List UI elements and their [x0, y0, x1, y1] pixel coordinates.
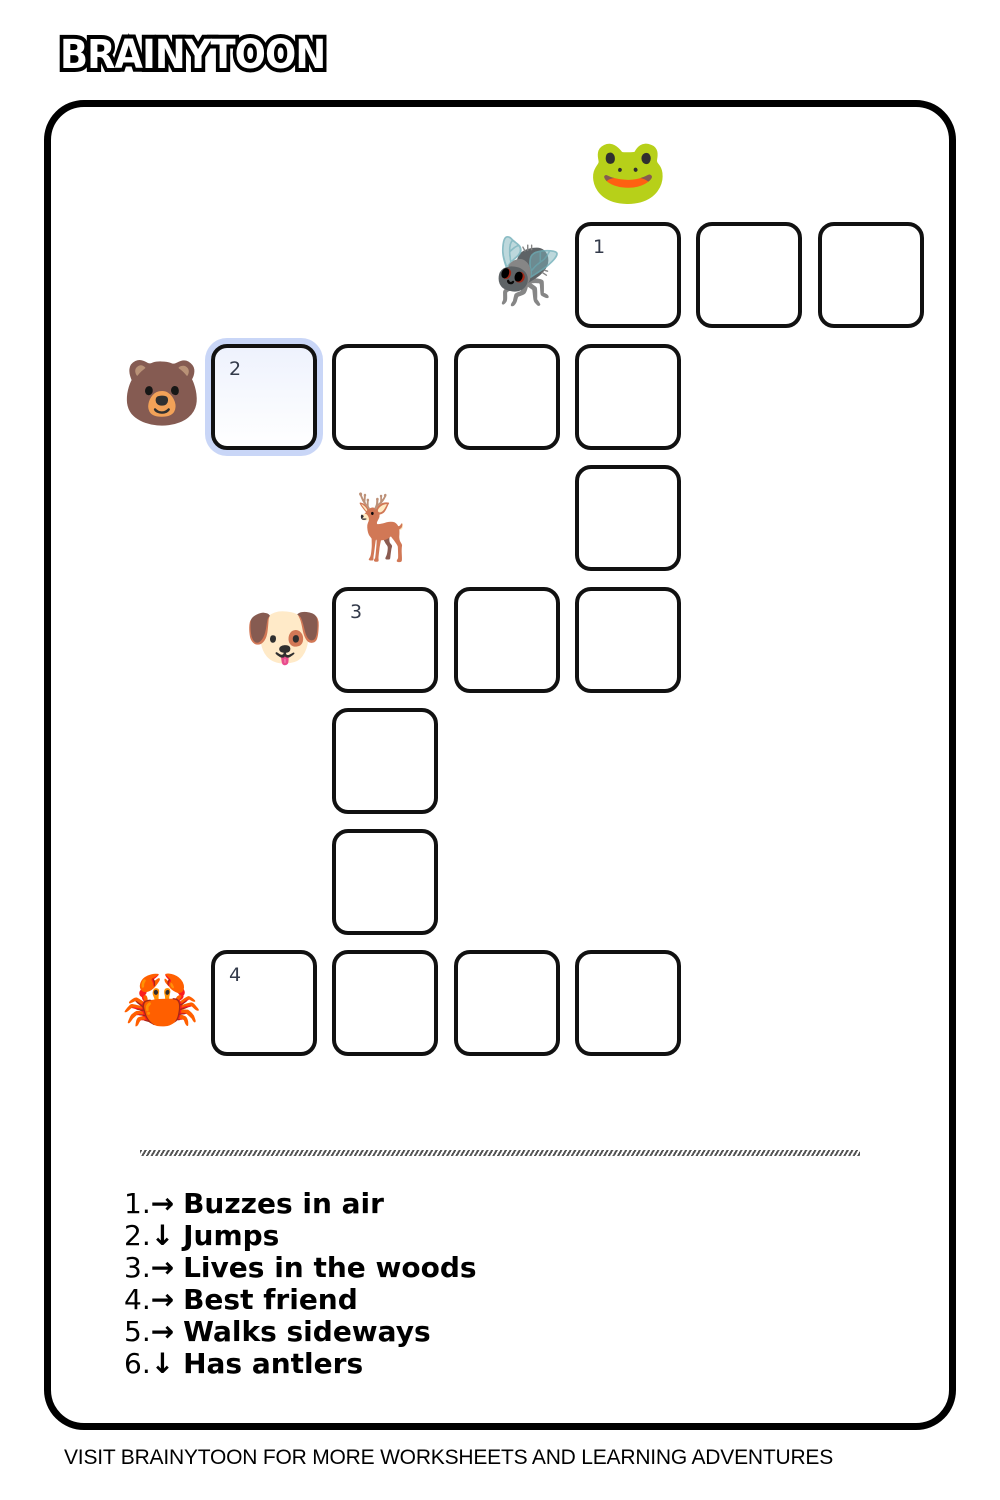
crossword-cell[interactable] [575, 465, 681, 571]
crossword-cell[interactable] [696, 222, 802, 328]
cell-number: 4 [229, 964, 242, 986]
clue-item: 1.→ Buzzes in air [124, 1187, 384, 1220]
crossword-cell[interactable] [454, 950, 560, 1056]
crossword-cell[interactable] [575, 950, 681, 1056]
fly-icon: 🪰 [486, 235, 566, 309]
crossword-cell[interactable] [575, 344, 681, 450]
crossword-cell[interactable] [332, 344, 438, 450]
clue-item: 2.↓ Jumps [124, 1219, 280, 1252]
crab-icon: 🦀 [122, 963, 202, 1037]
crossword-cell[interactable] [454, 344, 560, 450]
clue-item: 3.→ Lives in the woods [124, 1251, 477, 1284]
bear-icon: 🐻 [122, 357, 202, 431]
footer-text: VISIT BRAINYTOON FOR MORE WORKSHEETS AND LEARNING ADVENTURES [64, 1446, 834, 1469]
crossword-cell[interactable] [332, 708, 438, 814]
crossword-cell[interactable] [818, 222, 924, 328]
cell-number: 3 [350, 601, 363, 623]
brand-logo: BRAINYTOON [60, 32, 326, 78]
crossword-cell[interactable] [454, 587, 560, 693]
clue-item: 6.↓ Has antlers [124, 1347, 364, 1380]
crossword-cell[interactable] [332, 829, 438, 935]
clue-item: 5.→ Walks sideways [124, 1315, 431, 1348]
clues-divider [140, 1150, 860, 1156]
cell-number: 2 [229, 358, 242, 380]
crossword-cell-active[interactable] [211, 344, 317, 450]
deer-icon: 🦌 [344, 491, 424, 565]
crossword-cell[interactable] [211, 950, 317, 1056]
clue-item: 4.→ Best friend [124, 1283, 358, 1316]
crossword-cell[interactable] [332, 587, 438, 693]
frog-icon: 🐸 [588, 135, 668, 209]
crossword-cell[interactable] [575, 587, 681, 693]
crossword-cell[interactable] [575, 222, 681, 328]
cell-number: 1 [593, 236, 606, 258]
crossword-cell[interactable] [332, 950, 438, 1056]
dog-icon: 🐶 [244, 601, 324, 675]
clue-list [124, 1188, 477, 1380]
